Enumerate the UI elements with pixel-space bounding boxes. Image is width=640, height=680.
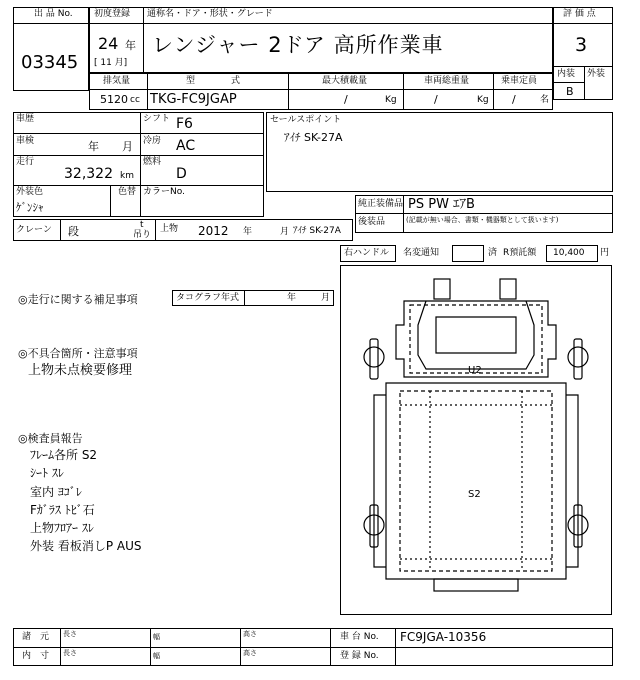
details-left — [13, 112, 264, 217]
wheel-front-right — [568, 347, 588, 367]
inspector-line: 上物ﾌﾛｱｰ ｽﾚ — [30, 521, 94, 535]
name-change-label: 名変通知 — [403, 248, 440, 258]
mileage-unit: km — [120, 171, 134, 181]
inspection-month: 月 — [122, 140, 133, 153]
length-label: 長さ — [63, 649, 77, 657]
bed-outline — [386, 383, 566, 579]
gross-unit: Kg — [477, 95, 489, 105]
inspector-line: Fｶﾞﾗｽ ﾄﾋﾞ石 — [30, 503, 95, 517]
score-value: 3 — [575, 34, 588, 56]
length-label: 長さ — [63, 630, 77, 638]
ac: AC — [176, 138, 196, 154]
name-change-box — [452, 245, 484, 262]
capacity-label: 乗車定員 — [501, 76, 538, 86]
reg-month: [ 11 月] — [94, 58, 128, 68]
reg-no-label: 登 録 No. — [340, 651, 379, 661]
history-label: 車歴 — [16, 114, 35, 124]
chassis: FC9JGA-10356 — [400, 630, 487, 644]
handle: 右ハンドル — [344, 248, 390, 258]
crane-label: クレーン — [16, 225, 52, 235]
exterior-label: 外装 — [587, 69, 606, 79]
body-year-unit: 年 — [243, 227, 253, 237]
mileage-label: 走行 — [16, 157, 35, 167]
truck-diagram — [340, 265, 612, 615]
color-no-label: 色替 — [118, 187, 137, 197]
gross: / — [434, 93, 438, 106]
color-code-label: カラーNo. — [143, 187, 185, 197]
max-load-unit: Kg — [385, 95, 397, 105]
interior-label: 内装 — [557, 69, 576, 79]
interior-grade: B — [566, 85, 574, 98]
crane-ton: t — [140, 220, 144, 230]
body-year: 2012 — [198, 224, 229, 238]
sales-point: ｱｲﾁ SK-27A — [284, 131, 343, 144]
recycle-label: 済 — [488, 248, 498, 258]
footer-row1-label: 諸 元 — [22, 632, 50, 642]
model: TKG-FC9JGAP — [150, 92, 237, 107]
footer-row2-label: 内 寸 — [22, 651, 50, 661]
inspector-line: 室内 ﾖｺﾞﾚ — [30, 485, 82, 499]
mirror-right — [500, 279, 516, 299]
inspection-year: 年 — [88, 140, 99, 153]
tacho-year: 年 — [287, 293, 297, 303]
recycle-deposit: 10,400 — [553, 248, 585, 258]
score-label: 評 価 点 — [563, 9, 596, 19]
chassis-label: 車 台 No. — [340, 632, 379, 642]
width-label: 幅 — [153, 652, 160, 660]
lot-number: 03345 — [21, 52, 79, 73]
crane-hang: 吊り — [133, 230, 152, 240]
color: ｹﾞﾝｼｬ — [16, 201, 44, 214]
displacement-unit: cc — [130, 95, 140, 105]
model-label: 型 式 — [186, 76, 241, 86]
capacity-unit: 名 — [540, 95, 550, 105]
max-load: / — [344, 93, 348, 106]
defect-label: ◎不具合箇所・注意事項 — [18, 347, 138, 360]
inspection-label: 車検 — [16, 136, 35, 146]
inspector-line: ﾌﾚｰﾑ各所 S2 — [30, 448, 98, 462]
width-label: 幅 — [153, 633, 160, 641]
height-label: 高さ — [243, 630, 257, 638]
capacity: / — [512, 93, 516, 106]
shift-label: シフト — [143, 114, 171, 124]
aftermarket-note: (記載が無い場合、書類・機器類として扱います) — [406, 216, 559, 224]
mark-bed: S2 — [468, 489, 481, 500]
equipment-label: 純正装備品 — [358, 199, 404, 209]
displacement: 5120 — [100, 93, 128, 106]
gross-label: 車両総重量 — [424, 76, 470, 86]
equipment: PS PW ｴｱB — [408, 197, 475, 212]
max-load-label: 最大積載量 — [322, 76, 368, 86]
mark-cab: U2 — [468, 365, 482, 376]
crane-step: 段 — [68, 225, 79, 238]
mirror-left — [434, 279, 450, 299]
inspector-line: ｼｰﾄ ｽﾚ — [30, 466, 64, 480]
aftermarket-label: 後装品 — [358, 217, 386, 227]
mileage: 32,322 — [64, 166, 113, 182]
lot-label: 出 品 No. — [34, 9, 73, 19]
reg-label: 初度登録 — [94, 9, 131, 19]
defect-text: 上物未点検要修理 — [28, 363, 133, 378]
color-label: 外装色 — [16, 187, 44, 197]
reg-year-unit: 年 — [125, 39, 136, 52]
driving-label: ◎走行に関する補足事項 — [18, 293, 138, 306]
reg-year: 24 — [98, 34, 119, 53]
ac-label: 冷房 — [143, 136, 162, 146]
tacho-month: 月 — [321, 293, 331, 303]
inspector-line: 外装 看板消しP AUS — [30, 539, 142, 553]
fuel: D — [176, 166, 187, 182]
tacho-label: タコグラフ年式 — [176, 293, 240, 303]
displacement-label: 排気量 — [103, 76, 131, 86]
height-label: 高さ — [243, 649, 257, 657]
body-month-unit: 月 — [280, 227, 290, 237]
recycle-unit: 円 — [600, 248, 610, 258]
name-label: 通称名・ドア・形状・グレード — [147, 9, 273, 19]
wheel-front-left — [364, 347, 384, 367]
car-name: レンジャー 2ドア 高所作業車 — [152, 33, 444, 57]
recycle-deposit-label: R預託額 — [503, 248, 537, 258]
body-model: ｱｲﾁ SK-27A — [293, 226, 341, 236]
body-label: 上物 — [160, 224, 179, 234]
inspector-label: ◎検査員報告 — [18, 432, 83, 445]
sales-point-label: セールスポイント — [270, 115, 342, 125]
shift: F6 — [176, 116, 193, 132]
fuel-label: 燃料 — [143, 157, 162, 167]
lot-box — [13, 7, 89, 91]
